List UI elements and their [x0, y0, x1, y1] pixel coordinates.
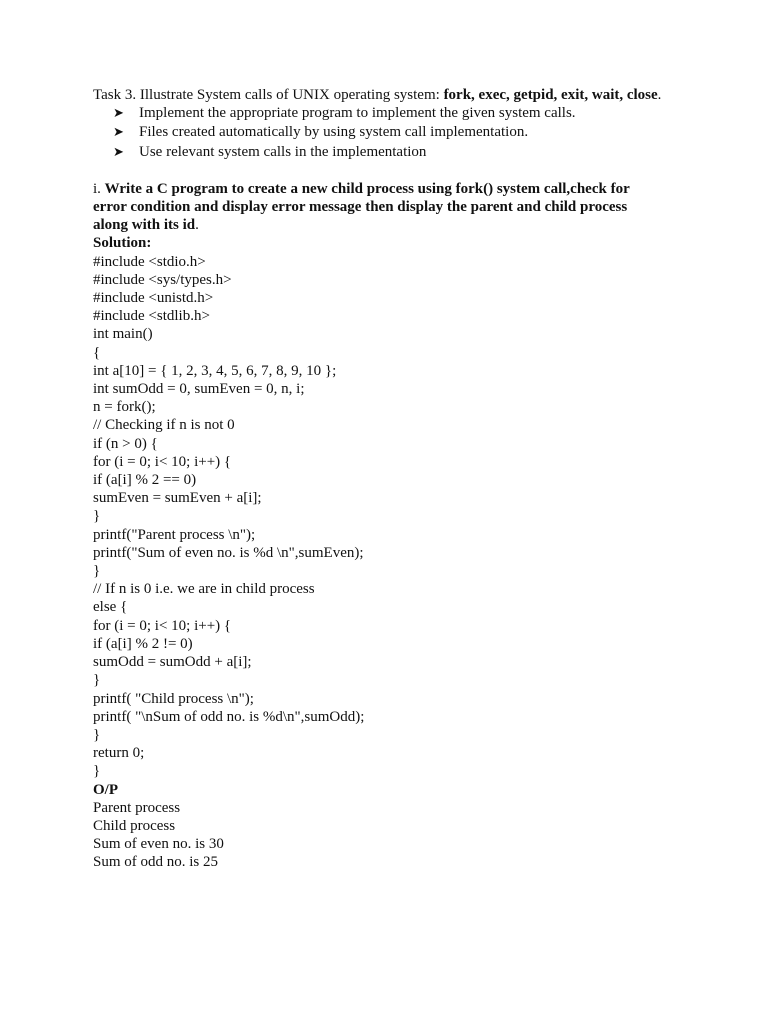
code-line: for (i = 0; i< 10; i++) {: [93, 617, 232, 634]
code-line: }: [93, 672, 101, 689]
code-line: printf("Sum of even no. is %d \n",sumEven);: [93, 544, 364, 561]
code-line: // If n is 0 i.e. we are in child process: [93, 581, 315, 598]
code-line: printf("Parent process \n");: [93, 526, 256, 543]
task-title-prefix: Task 3. Illustrate System calls of UNIX operating system:: [93, 87, 444, 103]
code-line: int a[10] = { 1, 2, 3, 4, 5, 6, 7, 8, 9, 10 };: [93, 362, 337, 379]
task-title-suffix: .: [657, 87, 662, 103]
task-title: [93, 86, 693, 104]
requirement-text: Files created automatically by using system call implementation.: [139, 124, 529, 141]
code-line: sumEven = sumEven + a[i];: [93, 490, 262, 507]
document-page: [93, 86, 693, 872]
code-line: return 0;: [93, 745, 145, 762]
code-line: }: [93, 763, 101, 780]
arrowhead-bullet-icon: ➤: [113, 125, 124, 141]
output-line: Child process: [93, 817, 176, 834]
solution-heading: Solution:: [93, 235, 152, 252]
code-line: sumOdd = sumOdd + a[i];: [93, 654, 252, 671]
code-line: for (i = 0; i< 10; i++) {: [93, 453, 232, 470]
spacer: [93, 162, 693, 180]
requirement-text: Implement the appropriate program to implement the given system calls.: [139, 105, 576, 122]
code-line: if (a[i] % 2 != 0): [93, 635, 193, 652]
code-line: // Checking if n is not 0: [93, 417, 235, 434]
code-line: if (n > 0) {: [93, 435, 158, 452]
code-block: [93, 253, 693, 781]
output-heading: O/P: [93, 781, 118, 798]
question-body: Write a C program to create a new child process using fork() system call,check for error condition and display error message then display the parent and child process along with its id: [93, 180, 630, 234]
code-line: }: [93, 508, 101, 525]
code-line: else {: [93, 599, 128, 616]
code-line: printf( "Child process \n");: [93, 690, 254, 707]
code-line: #include <stdio.h>: [93, 253, 206, 270]
code-line: int main(): [93, 326, 153, 343]
code-line: #include <sys/types.h>: [93, 271, 232, 288]
code-line: n = fork();: [93, 399, 156, 416]
requirement-item: [93, 123, 693, 142]
arrowhead-bullet-icon: ➤: [113, 106, 124, 122]
code-line: printf( "\nSum of odd no. is %d\n",sumOdd);: [93, 708, 365, 725]
output-line: Sum of even no. is 30: [93, 836, 224, 853]
requirement-text: Use relevant system calls in the implementation: [139, 143, 427, 160]
code-line: }: [93, 563, 101, 580]
question-text: [93, 180, 653, 235]
arrowhead-bullet-icon: ➤: [113, 144, 124, 160]
requirement-item: [93, 143, 693, 162]
code-line: #include <unistd.h>: [93, 290, 214, 307]
code-line: }: [93, 726, 101, 743]
question-end: .: [195, 217, 199, 234]
code-line: #include <stdlib.h>: [93, 308, 210, 325]
output-line: Parent process: [93, 799, 181, 816]
requirements-list: [93, 104, 693, 162]
requirement-item: [93, 104, 693, 123]
output-block: [93, 799, 693, 872]
question-number: i.: [93, 180, 105, 197]
code-line: if (a[i] % 2 == 0): [93, 472, 197, 489]
code-line: int sumOdd = 0, sumEven = 0, n, i;: [93, 381, 305, 398]
task-system-calls: fork, exec, getpid, exit, wait, close: [443, 87, 658, 103]
code-line: {: [93, 344, 101, 361]
output-line: Sum of odd no. is 25: [93, 854, 219, 871]
